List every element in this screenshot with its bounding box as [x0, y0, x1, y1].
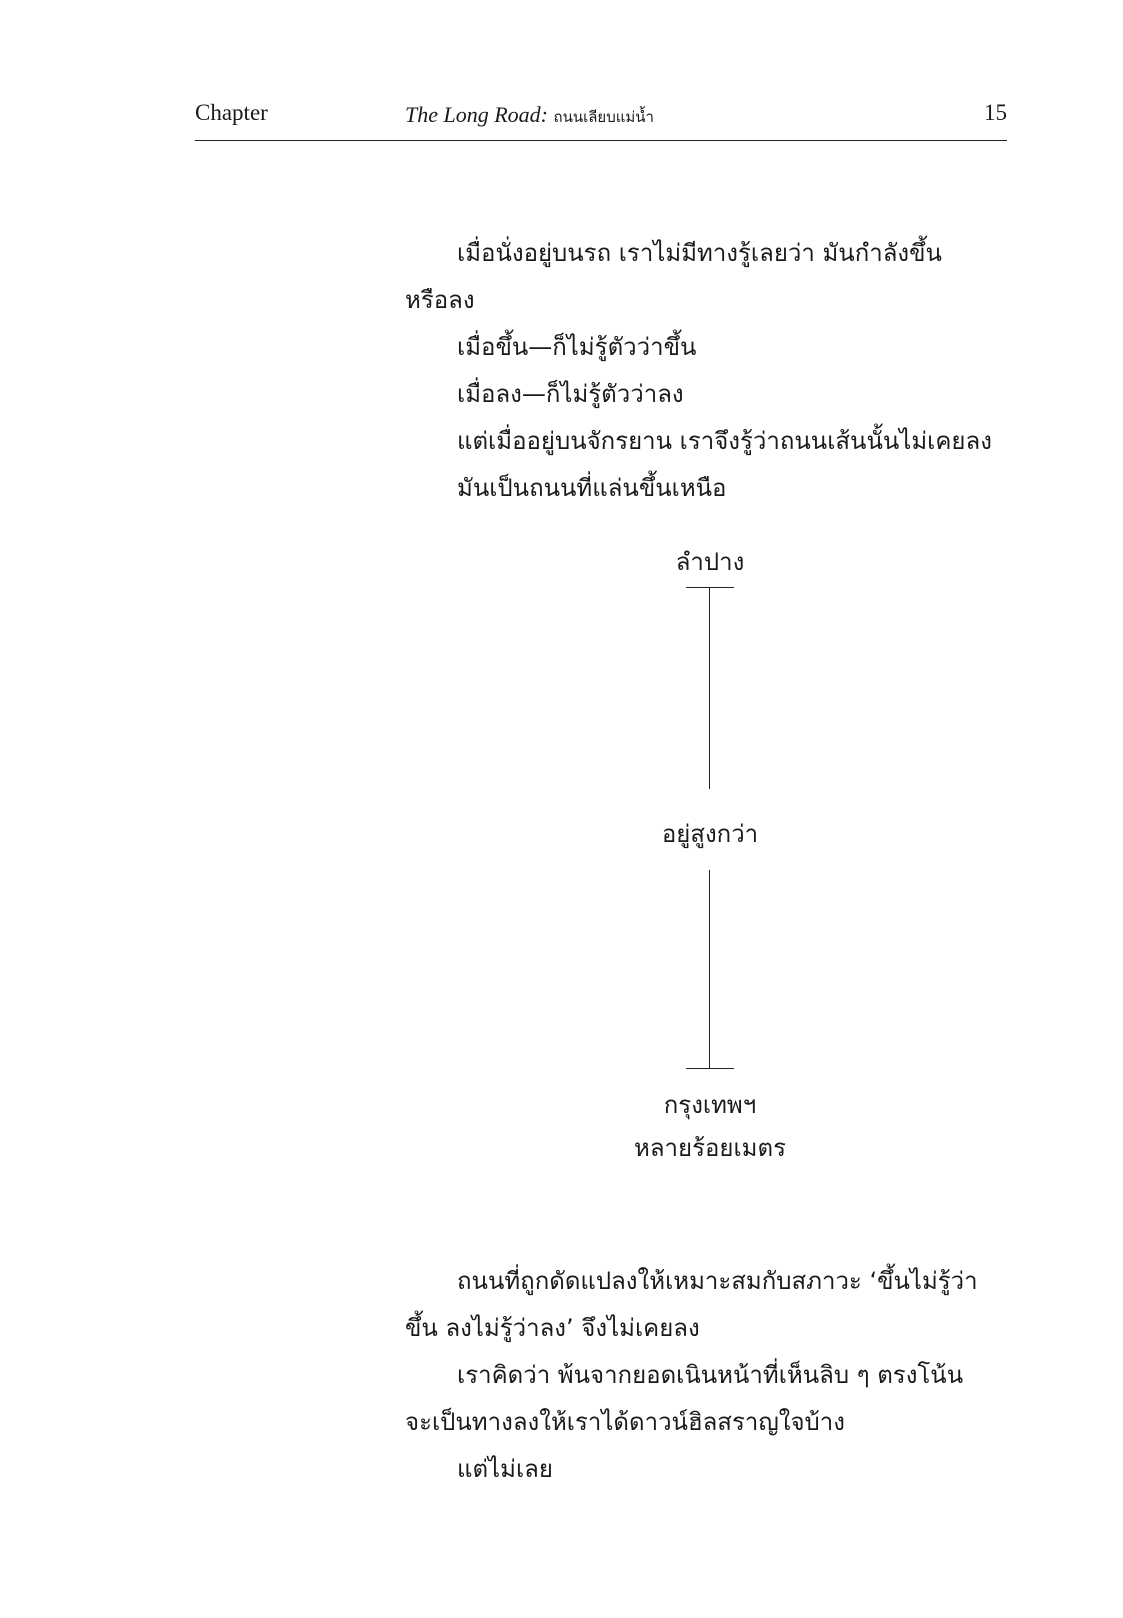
text-line: แต่ไม่เลย	[457, 1455, 553, 1483]
text-block-top	[405, 230, 1010, 512]
diagram-top-tick	[686, 587, 734, 588]
diagram-label-lampang: ลำปาง	[675, 548, 745, 576]
text-line: เมื่อลง—ก็ไม่รู้ตัวว่าลง	[457, 380, 684, 408]
text-block-bottom	[405, 1258, 1010, 1493]
diagram-lower-line	[709, 870, 710, 1068]
page-number: 15	[984, 100, 1007, 125]
diagram-upper-line	[709, 587, 710, 789]
book-title-en: The Long Road:	[405, 102, 548, 127]
text-line: แต่เมื่ออยู่บนจักรยาน เราจึงรู้ว่าถนนเส้นนั้นไม่เคยลง	[457, 427, 992, 455]
diagram-label-higher: อยู่สูงกว่า	[661, 820, 759, 848]
book-title-th: ถนนเลียบแม่น้ำ	[553, 108, 654, 126]
elevation-diagram	[560, 550, 860, 1200]
text-line: เมื่อนั่งอยู่บนรถ เราไม่มีทางรู้เลยว่า มันกำลังขึ้น	[457, 239, 942, 267]
text-line: ถนนที่ถูกดัดแปลงให้เหมาะสมกับสภาวะ ‘ขึ้นไม่รู้ว่า	[457, 1267, 978, 1295]
text-line: เราคิดว่า พ้นจากยอดเนินหน้าที่เห็นลิบ ๆ ตรงโน้น	[457, 1361, 964, 1389]
running-header	[195, 96, 1007, 141]
text-line: ขึ้น ลงไม่รู้ว่าลง’ จึงไม่เคยลง	[405, 1314, 700, 1342]
book-title	[405, 102, 654, 129]
diagram-label-hundreds-meters: หลายร้อยเมตร	[634, 1134, 786, 1162]
text-line: มันเป็นถนนที่แล่นขึ้นเหนือ	[457, 474, 727, 502]
diagram-label-bangkok: กรุงเทพฯ	[663, 1091, 757, 1119]
text-line: หรือลง	[405, 286, 475, 314]
text-line: เมื่อขึ้น—ก็ไม่รู้ตัวว่าขึ้น	[457, 333, 697, 361]
diagram-bottom-tick	[686, 1068, 734, 1069]
text-line: จะเป็นทางลงให้เราได้ดาวน์ฮิลสราญใจบ้าง	[405, 1408, 845, 1436]
chapter-label: Chapter	[195, 100, 268, 125]
